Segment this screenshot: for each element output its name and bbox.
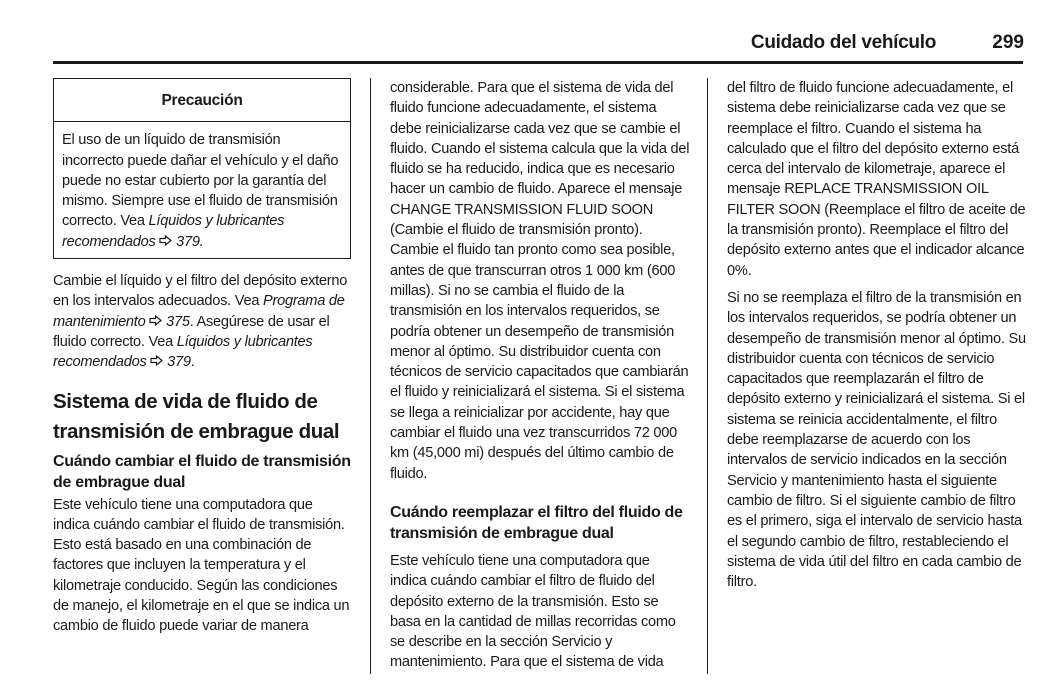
arrow-right-outline-icon bbox=[159, 234, 172, 250]
paragraph: Si no se reemplaza el filtro de la transmisión en los intervalos requeridos, se podría obtener un desempeño de transmisión menor al óptimo. Su distribuidor cuenta con técnicos de servicio capacitados que reemplazarán el filtro de depósito externo y reinicializará el sistema. Si el sistema se reinicia accidentalmente, el filtro debe reemplazarse de acuerdo con los intervalos de servicio indicados en la sección Servicio y mantenimiento hasta el siguiente cambio de filtro. Si el siguiente cambio de filtro es el primero, siga el intervalo de servicio hasta el segundo cambio de filtro, restableciendo el sistema de vida útil del filtro en cada cambio de filtro. bbox=[727, 289, 1026, 591]
page-header bbox=[0, 28, 1054, 58]
caution-page-ref[interactable]: 379. bbox=[176, 233, 204, 250]
paragraph bbox=[53, 271, 353, 372]
subsection-heading: Cuándo reemplazar el filtro del fluido de transmisión de embrague dual bbox=[390, 503, 683, 542]
page-number: 299 bbox=[992, 32, 1024, 53]
paragraph-text: . Asegúrese de usar el fluido correcto. Vea bbox=[53, 313, 330, 350]
section-heading: Sistema de vida de fluido de transmisión de embrague dual bbox=[53, 389, 340, 443]
section-title: Cuidado del vehículo bbox=[750, 32, 936, 53]
maintenance-link[interactable]: Programa de mantenimiento bbox=[53, 293, 345, 330]
paragraph: Este vehículo tiene una computadora que indica cuándo cambiar el filtro de fluido del depósito externo de la transmisión. Esto se basa en la cantidad de millas recorridas como se describe en la sección Servicio y mantenimiento. Para que el sistema de vida bbox=[390, 552, 676, 671]
header-rule bbox=[53, 61, 1023, 64]
column-3 bbox=[727, 78, 1027, 592]
paragraph: considerable. Para que el sistema de vida del fluido funcione adecuadamente, el sistema debe reinicializarse cada vez que se cambie el fluido. Cuando el sistema calcula que la vida del fluido se ha reducido, indica que es necesario hacer un cambio de fluido. Aparece el mensaje CHANGE TRANSMISSION FLUID SOON (Cambie el fluido de transmisión pronto). Cambie el fluido tan pronto como sea posible, antes de que transcurran otros 1 000 km (600 millas). Si no se cambia el fluido de la transmisión en los intervalos requeridos, se podría obtener un desempeño de transmisión menor al óptimo. Su distribuidor cuenta con técnicos de servicio capacitados que cambiarán el fluido y reinicializará el sistema. Si el sistema se llega a reinicializar por accidente, hay que cambiar el fluido una vez transcurridos 72 000 km (45,000 mi) después del último cambio de fluido. bbox=[390, 80, 690, 482]
paragraph: del filtro de fluido funcione adecuadamente, el sistema debe reinicializarse cada vez que se reemplace el filtro. Cuando el sistema ha calculado que el filtro del depósito externo está cerca del intervalo de kilometraje, aparece el mensaje REPLACE TRANSMISSION OIL FILTER SOON (Reemplace el filtro de aceite de la transmisión pronto). Reemplace el filtro del depósito externo antes que el indicador alcance 0%. bbox=[727, 80, 1026, 279]
caution-title: Precaución bbox=[54, 79, 350, 122]
column-divider bbox=[370, 78, 371, 674]
page-ref[interactable]: 375 bbox=[166, 313, 190, 330]
caution-box bbox=[53, 78, 351, 259]
column-2 bbox=[390, 78, 690, 673]
subsection-heading: Cuándo cambiar el fluido de transmisión de embrague dual bbox=[53, 452, 351, 491]
paragraph: Este vehículo tiene una computadora que indica cuándo cambiar el fluido de transmisión. Esto está basado en una combinación de factores que incluyen la temperatura y el kilometraje conducido. Según las condiciones de manejo, el kilometraje en el que se indica un cambio de fluido puede variar de manera bbox=[53, 496, 350, 635]
column-divider bbox=[707, 78, 708, 674]
paragraph-text: Cambie el líquido y el filtro del depósito externo en los intervalos adecuados. Vea bbox=[53, 273, 348, 310]
fluids-link[interactable]: Líquidos y lubricantes recomendados bbox=[53, 333, 313, 371]
paragraph-text: . bbox=[190, 354, 195, 371]
arrow-right-outline-icon bbox=[150, 354, 163, 370]
arrow-right-outline-icon bbox=[149, 314, 162, 330]
caution-body bbox=[54, 122, 350, 258]
column-1 bbox=[53, 78, 353, 637]
caution-link[interactable]: Líquidos y lubricantes recomendados bbox=[62, 213, 285, 250]
caution-text: El uso de un líquido de transmisión incorrecto puede dañar el vehículo y el daño puede no estar cubierto por la garantía del mismo. Siempre use el fluido de transmisión correcto. Vea bbox=[62, 132, 339, 230]
page-ref[interactable]: 379 bbox=[167, 354, 191, 371]
